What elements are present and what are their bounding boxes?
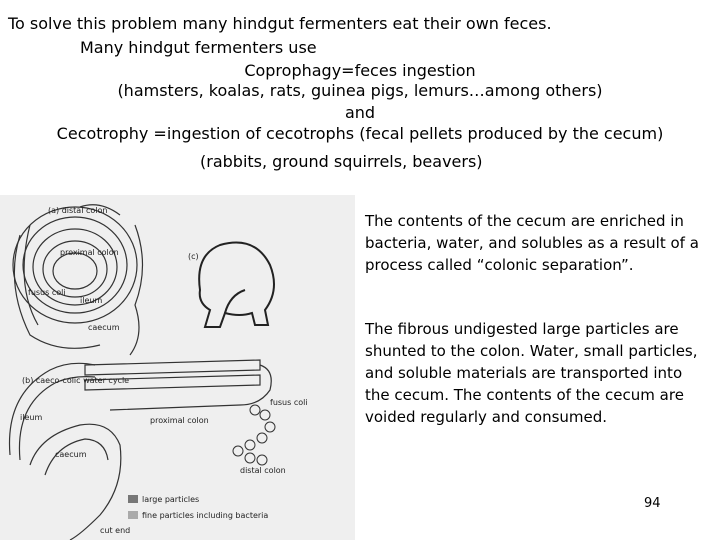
- legend-fine-particles: fine particles including bacteria: [142, 511, 269, 520]
- legend-swatch-large: [128, 495, 138, 503]
- label-caecum: caecum: [88, 323, 120, 332]
- label-ileum-b: ileum: [20, 413, 43, 422]
- label-b-water-cycle: (b) caeco-colic water cycle: [22, 376, 130, 385]
- heading-line-7: (rabbits, ground squirrels, beavers): [200, 152, 483, 171]
- label-cut-end: cut end: [100, 526, 131, 535]
- paragraph-particle-shunting: The fibrous undigested large particles are shunted to the colon. Water, small particles, and soluble materials are transported into the cecum. The contents of the cecum are voided regularly and consumed.: [365, 320, 698, 426]
- heading-line-3: Coprophagy=feces ingestion: [244, 61, 476, 80]
- legend-large-particles: large particles: [142, 495, 200, 504]
- digestive-tract-figure: [0, 195, 355, 540]
- legend-swatch-fine: [128, 511, 138, 519]
- label-a-distal-colon: (a) distal colon: [48, 206, 108, 215]
- label-fusus-coli: fusus coli: [28, 288, 66, 297]
- label-c: (c): [188, 252, 199, 261]
- label-proximal-colon-b: proximal colon: [150, 416, 209, 425]
- label-caecum-b: caecum: [55, 450, 87, 459]
- label-ileum: ileum: [80, 296, 103, 305]
- page-number: 94: [644, 496, 661, 511]
- figure-drawing: [0, 195, 355, 540]
- heading-line-1: To solve this problem many hindgut fermenters eat their own feces.: [8, 14, 552, 33]
- paragraph-colonic-separation: The contents of the cecum are enriched in bacteria, water, and solubles as a result of a process called “colonic separation”.: [365, 212, 699, 274]
- heading-line-5: and: [344, 103, 376, 122]
- heading-line-6: Cecotrophy =ingestion of cecotrophs (fecal pellets produced by the cecum): [56, 124, 664, 143]
- heading-line-4: (hamsters, koalas, rats, guinea pigs, lemurs…among others): [117, 81, 603, 100]
- label-proximal-colon: proximal colon: [60, 248, 119, 257]
- label-fusus-coli-b: fusus coli: [270, 398, 308, 407]
- heading-line-2: Many hindgut fermenters use: [80, 38, 317, 57]
- label-distal-colon-b: distal colon: [240, 466, 286, 475]
